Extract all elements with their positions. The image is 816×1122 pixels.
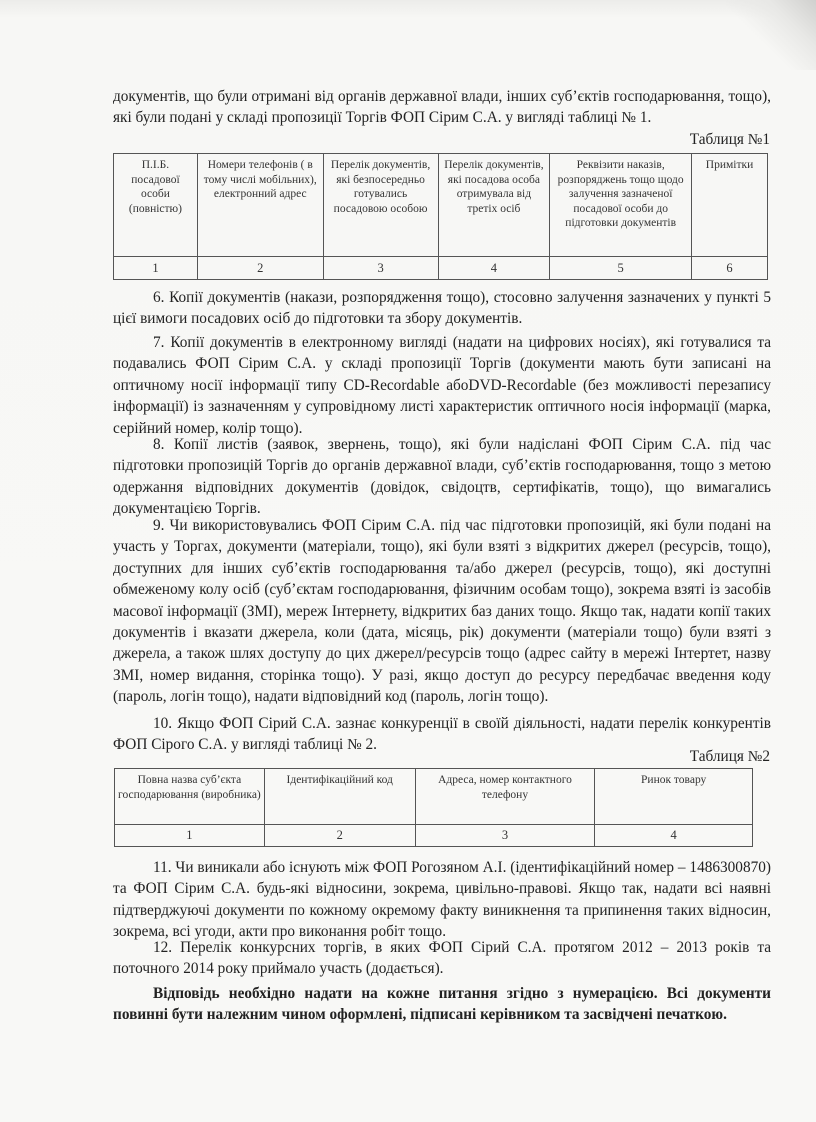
table1-header-cell: Реквізити наказів, розпоряджень тощо щодо залучення зазначеної посадової особи до підготовки документів bbox=[550, 154, 692, 257]
table1-caption: Таблиця №1 bbox=[689, 131, 770, 148]
table1-header-cell: П.І.Б. посадової особи (повністю) bbox=[114, 154, 198, 257]
item-8-text: 8. Копії листів (заявок, звернень, тощо), які були надіслані ФОП Сірим С.А. під час підготовки пропозицій Торгів до органів державної влади, суб’єктів господарювання, тощо з метою одержання відповідних документів (довідок, свідоцтв, сертифікатів, тощо), що вимагались документацією Торгів. bbox=[113, 436, 771, 518]
closing-note-text: Відповідь необхідно надати на кожне питання згідно з нумерацією. Всі документи повинні бути належним чином оформлені, підписані керівником та засвідчені печаткою. bbox=[113, 985, 771, 1024]
table1-number-cell: 5 bbox=[550, 257, 692, 280]
table1-number-cell: 4 bbox=[438, 257, 550, 280]
item-12-text: 12. Перелік конкурсних торгів, в яких ФОП Сірий С.А. протягом 2012 – 2013 років та поточного 2014 року приймало участь (додається). bbox=[113, 939, 771, 978]
table1-header-row bbox=[114, 154, 768, 257]
table1-number-row bbox=[114, 257, 768, 280]
table2-header-cell: Ринок товару bbox=[595, 769, 753, 825]
table2-number-cell: 3 bbox=[415, 825, 595, 847]
item-10 bbox=[113, 713, 771, 756]
table1-header-cell: Перелік документів, які безпосередньо готувались посадовою особою bbox=[323, 154, 438, 257]
table1-header-cell: Перелік документів, які посадова особа отримувала від третіх осіб bbox=[438, 154, 550, 257]
table-1 bbox=[113, 153, 768, 280]
item-7-text: 7. Копії документів в електронному вигляді (надати на цифрових носіях), які готувалися та подавались ФОП Сірим С.А. у складі пропозиції Торгів (документи мають бути записані на оптичному носії інформації типу CD-Recordable абоDVD-Recordable (без можливості перезапису інформації) із зазначенням у супровідному листі характеристик оптичного носія інформації (марка, серійний номер, колір тощо). bbox=[113, 334, 771, 437]
table2-number-cell: 4 bbox=[595, 825, 753, 847]
item-9 bbox=[113, 515, 771, 708]
item-12 bbox=[113, 937, 771, 980]
table1-number-cell: 3 bbox=[323, 257, 438, 280]
table1-header-cell: Примітки bbox=[692, 154, 768, 257]
item-6-text: 6. Копії документів (накази, розпорядження тощо), стосовно залучення зазначених у пункті 5 цієї вимоги посадових осіб до підготовки та збору документів. bbox=[113, 289, 771, 328]
item-11-text: 11. Чи виникали або існують між ФОП Рогозяном А.І. (ідентифікаційний номер – 1486300870) та ФОП Сірим С.А. будь-які відносини, зокрема, цивільно-правові. Якщо так, надати всі наявні підтверджуючі документи по кожному окремому факту виникнення та припинення таких відносин, зокрема, всі угоди, акти про виконання робіт тощо. bbox=[113, 859, 771, 941]
table2-number-cell: 1 bbox=[115, 825, 265, 847]
item-7 bbox=[113, 332, 771, 439]
item-6 bbox=[113, 287, 771, 330]
table2-header-cell: Ідентифікаційний код bbox=[264, 769, 415, 825]
closing-note bbox=[113, 983, 771, 1026]
table1-number-cell: 6 bbox=[692, 257, 768, 280]
table2-header-row bbox=[115, 769, 753, 825]
intro-paragraph: документів, що були отримані від органів державної влади, інших суб’єктів господарювання, тощо), які були подані у складі пропозиції Торгів ФОП Сірим С.А. у вигляді таблиці № 1. bbox=[113, 88, 771, 127]
table2-header-cell: Повна назва суб’єкта господарювання (виробника) bbox=[115, 769, 265, 825]
table2-number-cell: 2 bbox=[264, 825, 415, 847]
page-corner-shadow bbox=[726, 0, 816, 70]
item-10-text: 10. Якщо ФОП Сірий С.А. зазнає конкуренції в своїй діяльності, надати перелік конкурентів ФОП Сірого С.А. у вигляді таблиці № 2. bbox=[113, 715, 771, 754]
item-11 bbox=[113, 857, 771, 943]
table-2 bbox=[114, 768, 753, 847]
table1-header-cell: Номери телефонів ( в тому числі мобільних), електронний адрес bbox=[197, 154, 323, 257]
table2-number-row bbox=[115, 825, 753, 847]
table2-header-cell: Адреса, номер контактного телефону bbox=[415, 769, 595, 825]
item-9-text: 9. Чи використовувались ФОП Сірим С.А. під час підготовки пропозицій, які були подані на участь у Торгах, документи (матеріали, тощо), які були взяті з відкритих джерел (ресурсів, тощо), доступних для інших суб’єктів господарювання та/або джерел (ресурсів, тощо), які доступні обмеженому колу осіб (суб’єктам господарювання, фізичним особам тощо), зокрема взяті із засобів масової інформації (ЗМІ), мереж Інтернету, відкритих баз даних тощо. Якщо так, надати копії таких документів і вказати джерела, коли (дата, місяць, рік) документи (матеріали тощо) були взяті з джерела, а також шлях доступу до цих джерел/ресурсів тощо (адрес сайту в мережі Інтертет, назву ЗМІ, номер видання, сторінка тощо). У разі, якщо доступ до ресурсу передбачає введення коду (пароль, логін тощо), надати відповідний код (пароль, логін тощо). bbox=[113, 517, 771, 706]
item-8 bbox=[113, 434, 771, 520]
table2-caption: Таблиця №2 bbox=[689, 748, 770, 765]
table1-number-cell: 2 bbox=[197, 257, 323, 280]
table1-number-cell: 1 bbox=[114, 257, 198, 280]
